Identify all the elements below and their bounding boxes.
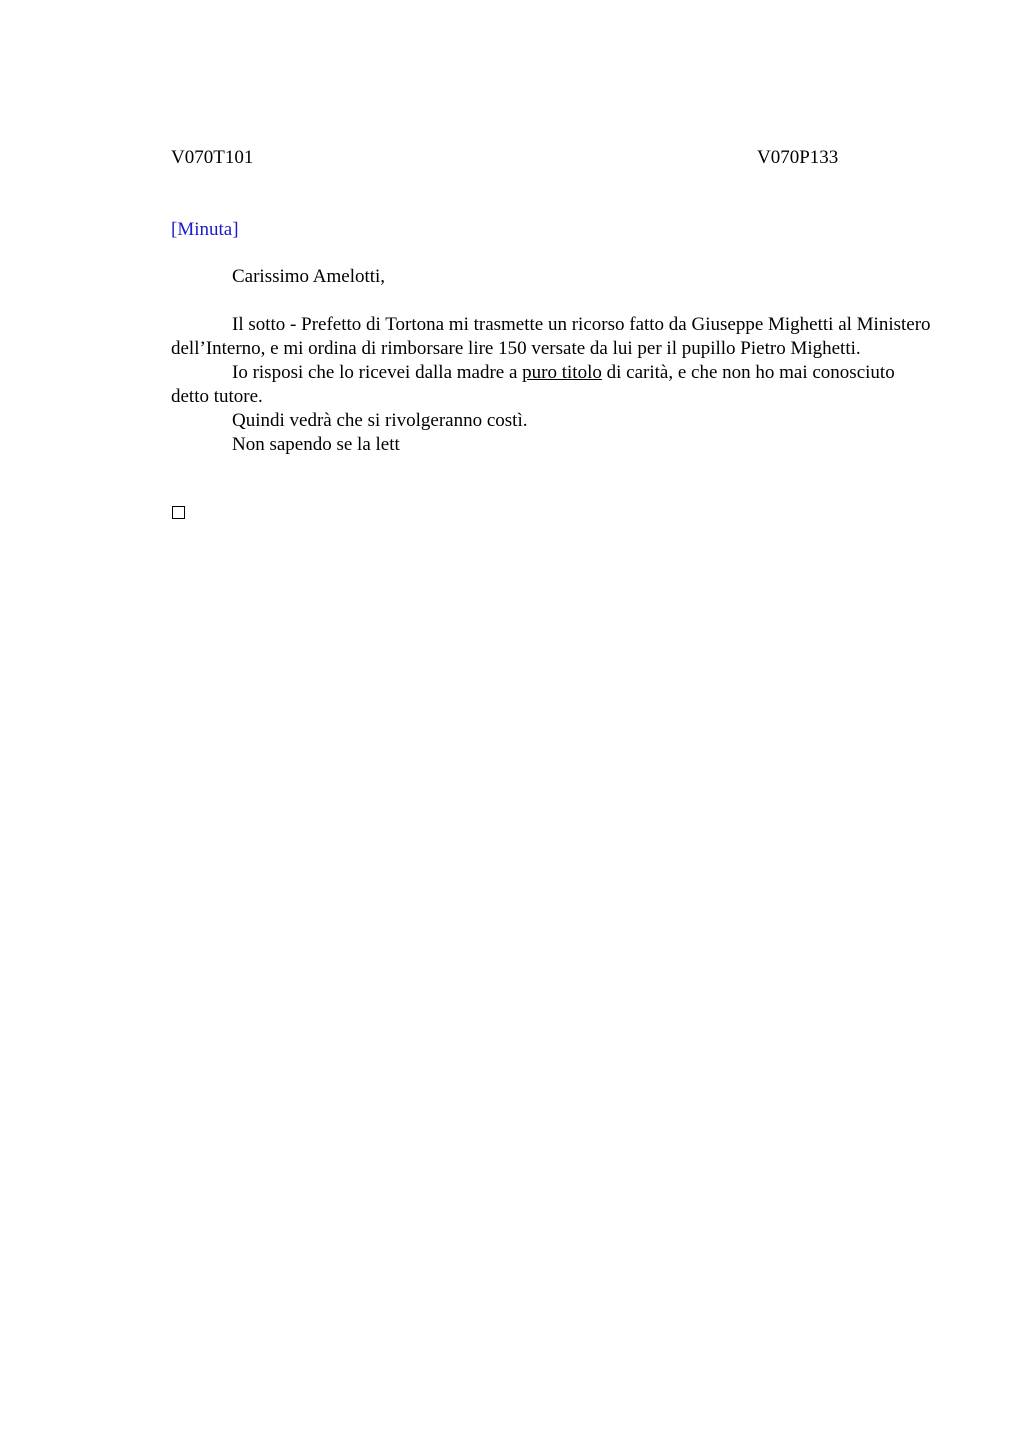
letter-paragraph-4: Non sapendo se la lett [232,434,400,455]
letter-paragraph-2 [171,361,936,409]
paragraph-2-text-before: Io risposi che lo ricevei dalla madre a [232,362,523,383]
minuta-note: [Minuta] [171,219,239,240]
paragraph-2-text-after: di carità, e che non ho mai conosciuto detto tutore. [171,362,895,407]
letter-paragraph-1: Il sotto - Prefetto di Tortona mi trasmette un ricorso fatto da Giuseppe Mighetti al Ministero dell’Interno, e mi ordina di rimborsare lire 150 versate da lui per il pupillo Pietro Mighetti. [171,314,931,359]
document-code-right: V070P133 [757,147,839,168]
document-code-left: V070T101 [171,147,254,168]
letter-paragraph-3: Quindi vedrà che si rivolgeranno costì. [232,410,528,431]
letter-salutation: Carissimo Amelotti, [232,266,386,287]
empty-square-icon [172,506,185,519]
underlined-phrase: puro titolo [522,362,602,383]
letter-body [171,265,936,457]
